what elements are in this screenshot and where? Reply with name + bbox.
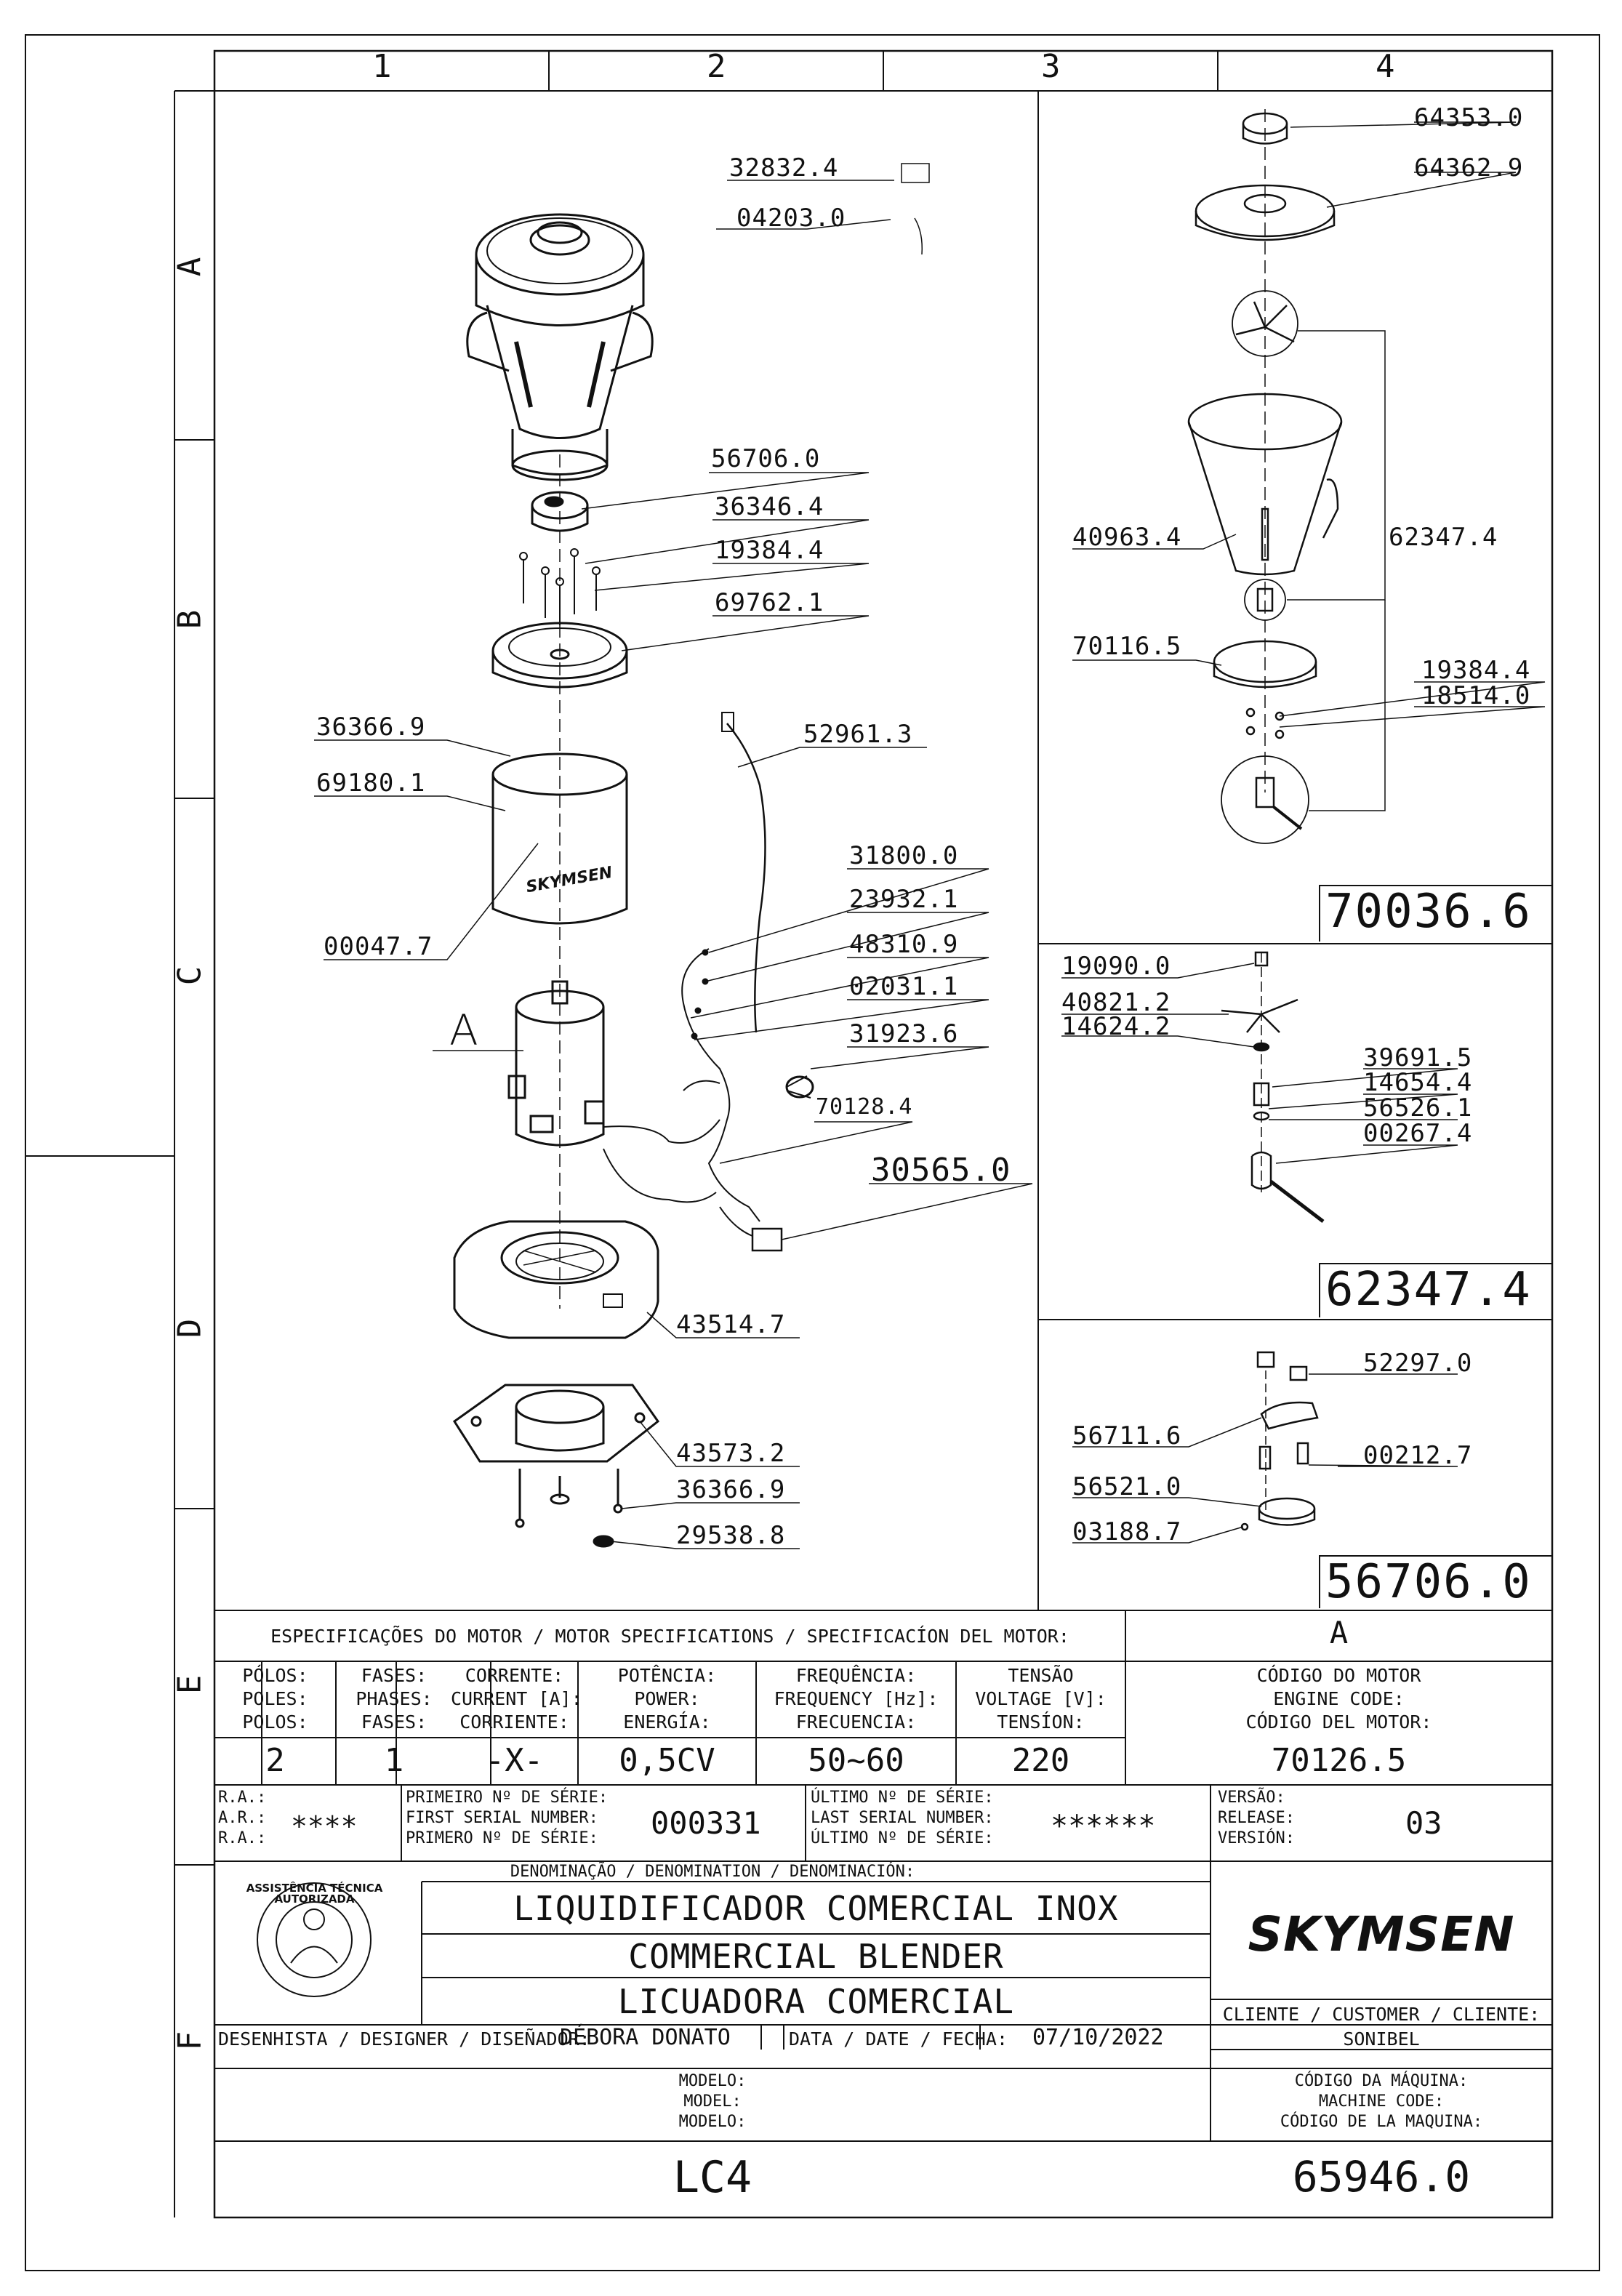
part-label: 70116.5 — [1072, 632, 1182, 661]
value-engine-code: 70126.5 — [1271, 1742, 1407, 1779]
machine-code-label: MACHINE CODE: — [1318, 2092, 1445, 2111]
value-voltage: 220 — [1011, 1742, 1070, 1779]
seal-text: ASSISTÊNCIA TÉCNICA AUTORIZADA — [246, 1882, 383, 1906]
machine-code-label: CÓDIGO DE LA MAQUINA: — [1280, 2113, 1483, 2131]
grid-col-2: 2 — [707, 48, 726, 85]
part-label: 14624.2 — [1061, 1012, 1171, 1041]
header-current: CURRENT [A]: — [451, 1688, 582, 1709]
grid-row-a: A — [171, 257, 209, 277]
part-label: 56711.6 — [1072, 1421, 1182, 1450]
value-power: 0,5CV — [619, 1742, 715, 1779]
part-label: 69180.1 — [316, 768, 426, 798]
grid-row-f: F — [171, 2031, 209, 2051]
part-label: 03188.7 — [1072, 1517, 1182, 1546]
motor-spec-title: ESPECIFICAÇÕES DO MOTOR / MOTOR SPECIFICATIONS / SPECIFICACÍON DEL MOTOR: — [270, 1626, 1069, 1647]
header-power: ENERGÍA: — [623, 1711, 711, 1733]
header-power: POTÊNCIA: — [617, 1665, 717, 1686]
assembly-code: 56706.0 — [1325, 1555, 1532, 1609]
part-label: 64362.9 — [1414, 153, 1524, 182]
header-engine-code: CÓDIGO DO MOTOR — [1256, 1665, 1421, 1686]
motor-detail-label: A — [449, 1005, 478, 1055]
ra-label: A.R.: — [218, 1809, 267, 1827]
part-label: 19090.0 — [1061, 952, 1171, 981]
part-label: 19384.4 — [1421, 656, 1531, 685]
value-poles: 2 — [265, 1742, 285, 1779]
first-serial-number: 000331 — [651, 1805, 761, 1841]
first-serial-label: PRIMEIRO Nº DE SÉRIE: — [406, 1789, 609, 1807]
designer-label: DESENHISTA / DESIGNER / DISEÑADOR: — [218, 2028, 590, 2050]
model-value: LC4 — [673, 2152, 752, 2203]
motor-reference: A — [1329, 1615, 1349, 1650]
part-label: 36366.9 — [316, 713, 426, 742]
header-frequency: FREQUÊNCIA: — [795, 1665, 917, 1686]
denomination-es: LICUADORA COMERCIAL — [617, 1982, 1015, 2021]
header-voltage: TENSÃO — [1008, 1665, 1074, 1686]
grid-row-e: E — [171, 1674, 209, 1695]
part-label: 18514.0 — [1421, 681, 1531, 710]
part-label: 36366.9 — [676, 1475, 786, 1504]
grid-col-3: 3 — [1041, 48, 1061, 85]
part-label: 40821.2 — [1061, 988, 1171, 1017]
header-engine-code: CÓDIGO DEL MOTOR: — [1245, 1711, 1432, 1733]
part-label: 52297.0 — [1363, 1349, 1473, 1378]
part-label: 32832.4 — [729, 153, 839, 182]
part-label: 43573.2 — [676, 1439, 786, 1468]
part-label: 36346.4 — [715, 492, 824, 521]
designer-name: DÉBORA DONATO — [560, 2025, 731, 2050]
first-serial-label: FIRST SERIAL NUMBER: — [406, 1809, 598, 1827]
part-label: 64353.0 — [1414, 103, 1524, 132]
header-current: CORRIENTE: — [459, 1711, 569, 1733]
part-label: 70128.4 — [816, 1094, 913, 1120]
part-label: 69762.1 — [715, 588, 824, 617]
first-serial-label: PRIMERO Nº DE SÉRIE: — [406, 1829, 598, 1847]
version-value: 03 — [1405, 1805, 1442, 1841]
header-phases: PHASES: — [356, 1688, 433, 1709]
customer-label: CLIENTE / CUSTOMER / CLIENTE: — [1222, 2004, 1541, 2025]
date-value: 07/10/2022 — [1032, 2025, 1164, 2050]
header-voltage: TENSÍON: — [997, 1711, 1085, 1733]
part-label: 40963.4 — [1072, 523, 1182, 552]
model-label: MODEL: — [683, 2092, 742, 2111]
ra-label: R.A.: — [218, 1789, 267, 1807]
value-frequency: 50~60 — [808, 1742, 904, 1779]
header-engine-code: ENGINE CODE: — [1273, 1688, 1405, 1709]
part-label: 14654.4 — [1363, 1068, 1473, 1097]
part-label: 48310.9 — [849, 930, 959, 959]
last-serial-number: ****** — [1051, 1810, 1156, 1843]
model-label: MODELO: — [678, 2113, 747, 2131]
brand-logo: SKYMSEN — [1248, 1906, 1515, 1962]
part-label: 31800.0 — [849, 841, 959, 870]
machine-code-label: CÓDIGO DA MÁQUINA: — [1294, 2072, 1469, 2090]
part-label: 56526.1 — [1363, 1093, 1473, 1123]
part-label: 31923.6 — [849, 1019, 959, 1048]
customer-value: SONIBEL — [1343, 2028, 1420, 2050]
part-label: 52961.3 — [803, 720, 913, 749]
part-label: 00212.7 — [1363, 1441, 1473, 1470]
version-label: VERSIÓN: — [1218, 1829, 1295, 1847]
part-label: 30565.0 — [871, 1152, 1011, 1189]
part-label: 02031.1 — [849, 972, 959, 1001]
header-current: CORRENTE: — [465, 1665, 564, 1686]
header-poles: POLOS: — [242, 1711, 308, 1733]
part-label: 29538.8 — [676, 1521, 786, 1550]
version-label: RELEASE: — [1218, 1809, 1295, 1827]
value-phases: 1 — [384, 1742, 404, 1779]
part-label: 43514.7 — [676, 1310, 786, 1339]
header-phases: FASES: — [361, 1711, 427, 1733]
part-label: 39691.5 — [1363, 1043, 1473, 1072]
model-label: MODELO: — [678, 2072, 747, 2090]
grid-col-1: 1 — [372, 48, 392, 85]
part-label: 56706.0 — [711, 444, 821, 473]
part-label: 62347.4 — [1389, 523, 1498, 552]
header-poles: PÓLOS: — [242, 1665, 308, 1686]
ra-label: R.A.: — [218, 1829, 267, 1847]
detail-jar-assembly — [1072, 109, 1545, 843]
part-label: 00047.7 — [324, 932, 433, 961]
header-frequency: FREQUENCY [Hz]: — [774, 1688, 939, 1709]
version-label: VERSÃO: — [1218, 1789, 1285, 1807]
part-label: 00267.4 — [1363, 1119, 1473, 1148]
ra-value: **** — [291, 1810, 358, 1842]
last-serial-label: LAST SERIAL NUMBER: — [811, 1809, 994, 1827]
housing-brand: SKYMSEN — [524, 863, 614, 897]
header-poles: POLES: — [242, 1688, 308, 1709]
assembly-code: 70036.6 — [1325, 885, 1532, 939]
value-current: -X- — [485, 1742, 544, 1779]
grid-col-4: 4 — [1376, 48, 1395, 85]
part-label: 56521.0 — [1072, 1472, 1182, 1501]
header-power: POWER: — [634, 1688, 700, 1709]
part-label: 23932.1 — [849, 885, 959, 914]
assembly-code: 62347.4 — [1325, 1263, 1532, 1317]
denomination-pt: LIQUIDIFICADOR COMERCIAL INOX — [513, 1889, 1119, 1928]
header-phases: FASES: — [361, 1665, 427, 1686]
part-label: 19384.4 — [715, 536, 824, 565]
header-voltage: VOLTAGE [V]: — [975, 1688, 1107, 1709]
machine-code-value: 65946.0 — [1292, 2152, 1471, 2201]
denomination-en: COMMERCIAL BLENDER — [628, 1937, 1004, 1976]
last-serial-label: ÚLTIMO Nº DE SÉRIE: — [811, 1829, 994, 1847]
grid-row-b: B — [171, 609, 209, 630]
header-frequency: FRECUENCIA: — [795, 1711, 917, 1733]
part-label: 04203.0 — [736, 204, 846, 233]
last-serial-label: ÚLTIMO Nº DE SÉRIE: — [811, 1789, 994, 1807]
grid-row-d: D — [171, 1318, 209, 1338]
grid-row-c: C — [171, 966, 209, 986]
denomination-label: DENOMINAÇÃO / DENOMINATION / DENOMINACIÓN: — [510, 1863, 915, 1881]
date-label: DATA / DATE / FECHA: — [789, 2028, 1008, 2050]
